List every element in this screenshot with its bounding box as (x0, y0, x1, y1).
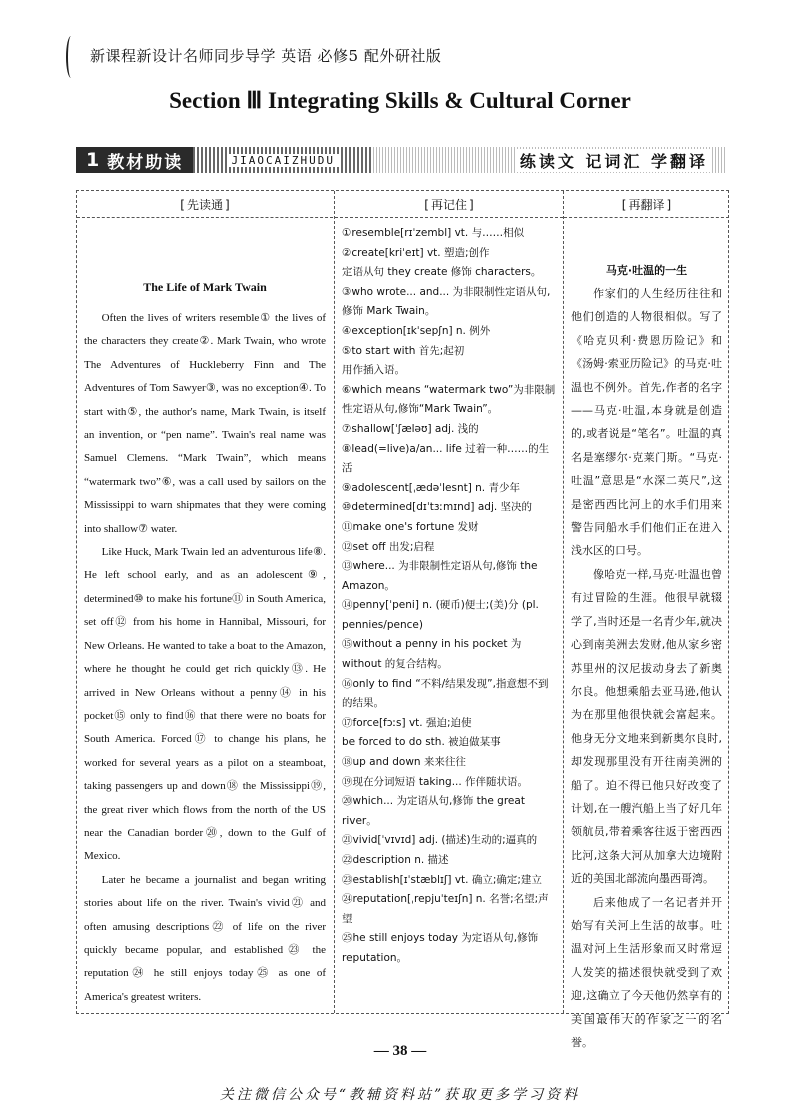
page-number: — 38 — (373, 1043, 427, 1059)
vocab-item: ②create[kriˈeɪt] vt. 塑造;创作 (342, 246, 490, 259)
article-paragraph: Like Huck, Mark Twain led an adventurous life⑧. He left school early, and as an adolescent⑨, determined⑩ to make his fortune⑪ in South America, set off⑫ from his home in Hannibal, Missouri, for New Orleans. He wanted to take a boat to the Amazon, where he thought he could get rich quickly⑬. He arrived in New Orleans without a penny⑭ in his pocket⑮ only to find⑯ that there were no boats for South America. Forced⑰ to change his plans, he worked for several years as a pilot on a steamboat, taking passengers up and down⑱ the Mississippi⑲, the great river which flows from the north of the US near the Canadian border⑳, down to the Gulf of Mexico. (84, 546, 326, 863)
vocab-item: ⑥which means “watermark two”为非限制性定语从句,修饰“Mark Twain”。 (342, 383, 556, 416)
banner-label: 教材助读 (107, 152, 184, 173)
vocab-item: ①resemble[rɪˈzembl] vt. 与……相似 (342, 227, 525, 239)
vocab-item: be forced to do sth. 被迫做某事 (342, 736, 501, 749)
vocab-item: ⑲现在分词短语 taking... 作伴随状语。 (342, 775, 529, 788)
column-header-remember (335, 191, 563, 218)
article-title: The Life of Mark Twain (143, 280, 267, 294)
column-header-label: [ 再翻译 ] (622, 196, 671, 213)
vocab-item: ⑳which... 为定语从句,修饰 the great river。 (342, 795, 525, 827)
vocab-item: ㉑vivid[ˈvɪvɪd] adj. (描述)生动的;逼真的 (342, 834, 538, 847)
vocab-item: ⑬where... 为非限制性定语从句,修饰 the Amazon。 (342, 560, 538, 592)
article-paragraph: Later he became a journalist and began writing stories about life on the river. Twain's vivid㉑ and often amusing descriptions㉒ of life on the river quickly became popular, and established㉓ the reputation㉔ he still enjoys today㉕ as one of America's greatest writers. (84, 873, 326, 1003)
vocab-item: ⑱up and down 来来往往 (342, 756, 466, 769)
header-bracket-decoration (66, 36, 76, 78)
vocab-item: ④exception[ɪkˈsepʃn] n. 例外 (342, 324, 491, 337)
translation (564, 218, 729, 1054)
vocab-item: ㉔reputation[ˌrepjuˈteɪʃn] n. 名誉;名望;声望 (342, 893, 549, 925)
vocab-item: ㉒description n. 描述 (342, 854, 449, 866)
vocab-item: ㉓establish[ɪˈstæblɪʃ] vt. 确立;确定;建立 (342, 873, 542, 886)
column-remember (334, 191, 563, 1013)
translation-paragraph: 作家们的人生经历往往和他们创造的人物很相似。写了《哈克贝利·费恩历险记》和《汤姆·索亚历险记》的马克·吐温也不例外。首先,作者的名字——马克·吐温,本身就是创造的,或者说是“笔名”。吐温的真名是塞缪尔·克莱门斯。“马克·吐温”意思是“水深二英尺”,这是密西西比河上的水手们用来警告同船水手们他们正在进入浅水区的口号。 (571, 287, 722, 558)
vocab-item: ⑩determined[dɪˈtɜːmɪnd] adj. 坚决的 (342, 501, 533, 514)
section-banner (76, 147, 726, 173)
vocab-item: 用作插入语。 (342, 364, 405, 377)
book-title: 新课程新设计名师同步导学 英语 必修5 配外研社版 (90, 47, 442, 65)
vocab-item: ⑪make one's fortune 发财 (342, 520, 479, 533)
section-title: Section Ⅲ Integrating Skills & Cultural Corner (169, 88, 631, 113)
column-header-label: [ 先读通 ] (180, 196, 229, 213)
vocab-item: ⑤to start with 首先;起初 (342, 344, 465, 357)
column-read-first (77, 191, 333, 1013)
content-box (76, 190, 729, 1049)
vocab-item: ③who wrote... and... 为非限制性定语从句,修饰 Mark Twain。 (342, 285, 551, 318)
footer-note: 关注微信公众号“教辅资料站”获取更多学习资料 (219, 1087, 581, 1103)
article-paragraph: Often the lives of writers resemble① the lives of the characters they create②. Mark Twain, who wrote The Adventures of Huckleberry Finn and The Adventures of Tom Sawyer③, was no exception④. To start with⑤, the author's name, Mark Twain, is itself an invention, or “pen name”. Twain's real name was Samuel Clemens. “Mark Twain”, which means “watermark two”⑥, was a call used by sailors on the Mississippi to warn shipmates that they were coming into shallow⑦ water. (84, 312, 326, 535)
banner-pinyin-block (193, 147, 373, 173)
banner-pinyin: JIAOCAIZHUDU (227, 154, 338, 167)
translation-paragraph: 像哈克一样,马克·吐温也曾有过冒险的生涯。他很早就辍学了,当时还是一名青少年,就决心到南美洲去发财,他从家乡密苏里州的汉尼拔动身去了新奥尔良。他想乘船去亚马逊,他认为在那里他很快就会富起来。他身无分文地来到新奥尔良时,却发现那里没有开往南美洲的船了。迫不得已他只好改变了计划,在一艘汽船上当了好几年领航员,带着乘客往返于密西西比河,这条大河从加拿大边境附近的美国北部流向墨西哥湾。 (571, 567, 722, 886)
translation-title: 马克·吐温的一生 (605, 264, 688, 277)
vocab-item: ⑦shallow[ˈʃæləʊ] adj. 浅的 (342, 422, 479, 435)
vocab-item: ㉕he still enjoys today 为定语从句,修饰 reputation。 (342, 932, 539, 964)
vocab-item: ⑮without a penny in his pocket 为 without 的复合结构。 (342, 638, 522, 671)
vocab-item: ⑫set off 出发;启程 (342, 540, 435, 553)
column-header-translate (564, 191, 729, 218)
vocab-item: ⑯only to find “不料/结果发现”,指意想不到的结果。 (342, 677, 549, 710)
vocab-list (335, 218, 563, 969)
vocab-item: ⑨adolescent[ˌædəˈlesnt] n. 青少年 (342, 481, 520, 494)
vocab-item: ⑰force[fɔːs] vt. 强迫;迫使 (342, 716, 472, 729)
column-header-label: [ 再记住 ] (424, 196, 473, 213)
vocab-item: ⑧lead(=live)a/an... life 过着一种……的生活 (342, 442, 550, 475)
vocab-item: ⑭penny[ˈpeni] n. (硬币)便士;(美)分 (pl. pennies/pence) (342, 599, 539, 631)
banner-right-block (373, 147, 726, 173)
vocab-item: 定语从句 they create 修饰 characters。 (342, 266, 542, 279)
banner-label-block (76, 147, 193, 173)
article (77, 218, 333, 1009)
column-header-read-first (77, 191, 333, 218)
translation-paragraph: 后来他成了一名记者并开始写有关河上生活的故事。吐温对河上生活形象而又时常逗人发笑的描述很快就受到了欢迎,这确立了今天他仍然享有的美国最伟大的作家之一的名誉。 (571, 895, 722, 1049)
banner-right-text: 练读文 记词汇 学翻译 (516, 149, 712, 172)
column-translate (563, 191, 729, 1049)
banner-number: 1 (86, 149, 102, 171)
